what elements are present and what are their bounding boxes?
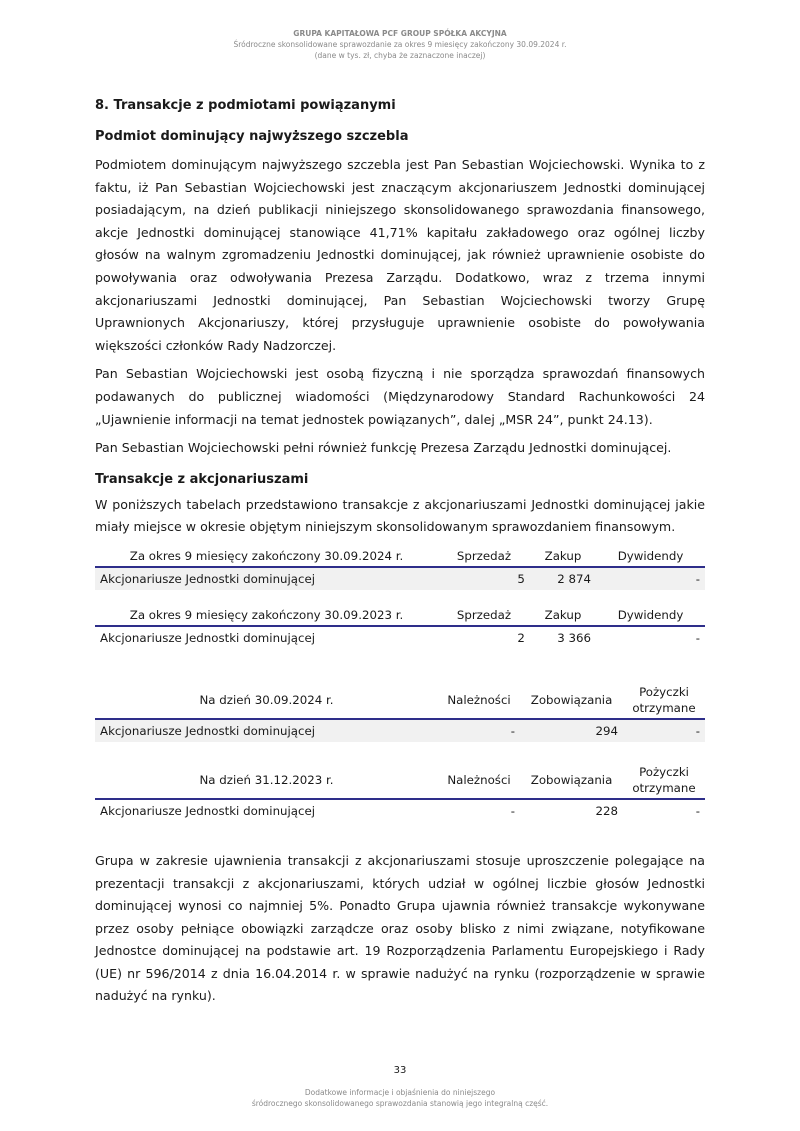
col-receivables: Należności <box>438 761 520 799</box>
cell-purchases: 3 366 <box>557 630 592 645</box>
col-dividends: Dywidendy <box>596 545 705 567</box>
table-row <box>95 719 705 742</box>
page-number: 33 <box>393 1065 407 1076</box>
paragraph-5: Grupa w zakresie ujawnienia transakcji z akcjonariuszami stosuje uproszczenie polegające na prezentacji transakcji z akcjonariuszami, których udział w ogólnej liczbie głosów Jednostki dominującej wynosi co najmniej 5%. Ponadto Grupa ujawnia również transakcje wykonywane przez osoby pełniące obowiązki zarządcze oraz osoby blisko z nimi związane, notyfikowane Jednostce dominującej na podstawie art. 19 Rozporządzenia Parlamentu Europejskiego i Rady (UE) nr 596/2014 z dnia 16.04.2014 r. w sprawie nadużyć na rynku (rozporządzenie w sprawie nadużyć na rynku). <box>95 852 705 1004</box>
header-units: (dane w tys. zł, chyba że zaznaczone inaczej) <box>314 51 486 60</box>
col-loans-received <box>623 681 705 719</box>
cell-sales: 5 <box>438 567 530 590</box>
table-period-header: Na dzień 31.12.2023 r. <box>95 761 438 799</box>
header-company: GRUPA KAPITAŁOWA PCF GROUP SPÓŁKA AKCYJNA <box>293 29 507 38</box>
col-purchases: Zakup <box>530 604 596 626</box>
subheading-parent: Podmiot dominujący najwyższego szczebla <box>95 129 409 144</box>
cell-liabilities: 294 <box>520 719 623 742</box>
page-header <box>0 28 800 61</box>
table-row <box>95 799 705 822</box>
row-label: Akcjonariusze Jednostki dominującej <box>95 567 438 590</box>
col-loans-received <box>623 761 705 799</box>
cell-loans: - <box>623 719 705 742</box>
row-label: Akcjonariusze Jednostki dominującej <box>100 630 316 645</box>
row-label: Akcjonariusze Jednostki dominującej <box>100 803 316 818</box>
paragraph-4: W poniższych tabelach przedstawiono transakcje z akcjonariuszami Jednostki dominującej jakie miały miejsce w okresie objętym niniejszym skonsolidowanym sprawozdaniem finansowym. <box>95 496 705 535</box>
col-receivables: Należności <box>438 681 520 719</box>
paragraph-3: Pan Sebastian Wojciechowski pełni również funkcję Prezesa Zarządu Jednostki dominującej. <box>95 440 672 456</box>
col-loans-line1: Pożyczki <box>639 764 689 779</box>
paragraph-1: Podmiotem dominującym najwyższego szczebla jest Pan Sebastian Wojciechowski. Wynika to z faktu, iż Pan Sebastian Wojciechowski jest znaczącym akcjonariuszem Jednostki dominującej posiadającym, na dzień publikacji niniejszego skonsolidowanego sprawozdania finansowego, akcje Jednostki dominującej stanowiące 41,71% kapitału zakładowego oraz ogólnej liczby głosów na walnym zgromadzeniu Jednostki dominującej, jak również uprawnienie osobiste do powoływania oraz odwoływania Prezesa Zarządu. Dodatkowo, wraz z trzema innymi akcjonariuszami Jednostki dominującej, Pan Sebastian Wojciechowski tworzy Grupę Uprawnionych Akcjonariuszy, której przysługuje uprawnienie osobiste do powoływania większości członków Rady Nadzorczej. <box>95 157 705 353</box>
header-report: Śródroczne skonsolidowane sprawozdanie za okres 9 miesięcy zakończony 30.09.2024 r. <box>233 40 567 49</box>
col-loans-line2: otrzymane <box>632 700 696 715</box>
table-transactions-2023 <box>95 604 705 649</box>
table-period-header: Za okres 9 miesięcy zakończony 30.09.2023 r. <box>95 604 438 626</box>
cell-sales: 2 <box>517 630 525 645</box>
col-liabilities: Zobowiązania <box>520 761 623 799</box>
footer-line-2: śródrocznego skonsolidowanego sprawozdania stanowią jego integralną część. <box>251 1099 549 1108</box>
cell-receivables: - <box>438 719 520 742</box>
subheading-shareholders: Transakcje z akcjonariuszami <box>95 471 309 487</box>
col-dividends: Dywidendy <box>596 604 705 626</box>
table-balances-2024 <box>95 681 705 742</box>
col-liabilities: Zobowiązania <box>520 681 623 719</box>
table-period-header: Za okres 9 miesięcy zakończony 30.09.2024 r. <box>95 545 438 567</box>
cell-receivables: - <box>510 803 516 818</box>
page-footer <box>0 1087 800 1109</box>
table-period-header: Na dzień 30.09.2024 r. <box>95 681 438 719</box>
footer-line-1: Dodatkowe informacje i objaśnienia do niniejszego <box>304 1088 496 1097</box>
col-loans-line2: otrzymane <box>632 780 696 795</box>
main-content <box>95 92 705 1014</box>
table-row <box>95 567 705 590</box>
table-row <box>95 626 705 649</box>
row-label: Akcjonariusze Jednostki dominującej <box>95 719 438 742</box>
col-sales: Sprzedaż <box>438 604 530 626</box>
cell-purchases: 2 874 <box>530 567 596 590</box>
cell-dividends: - <box>596 567 705 590</box>
col-purchases: Zakup <box>530 545 596 567</box>
col-loans-line1: Pożyczki <box>639 684 689 699</box>
paragraph-2: Pan Sebastian Wojciechowski jest osobą fizyczną i nie sporządza sprawozdań finansowych podawanych do publicznej wiadomości (Międzynarodowy Standard Rachunkowości 24 „Ujawnienie informacji na temat jednostek powiązanych”, dalej „MSR 24”, punkt 24.13). <box>95 366 705 427</box>
col-sales: Sprzedaż <box>438 545 530 567</box>
table-transactions-2024 <box>95 545 705 590</box>
table-balances-2023 <box>95 761 705 822</box>
cell-loans: - <box>695 803 700 818</box>
section-title: 8. Transakcje z podmiotami powiązanymi <box>95 98 396 113</box>
cell-liabilities: 228 <box>595 803 618 818</box>
cell-dividends: - <box>695 630 700 645</box>
